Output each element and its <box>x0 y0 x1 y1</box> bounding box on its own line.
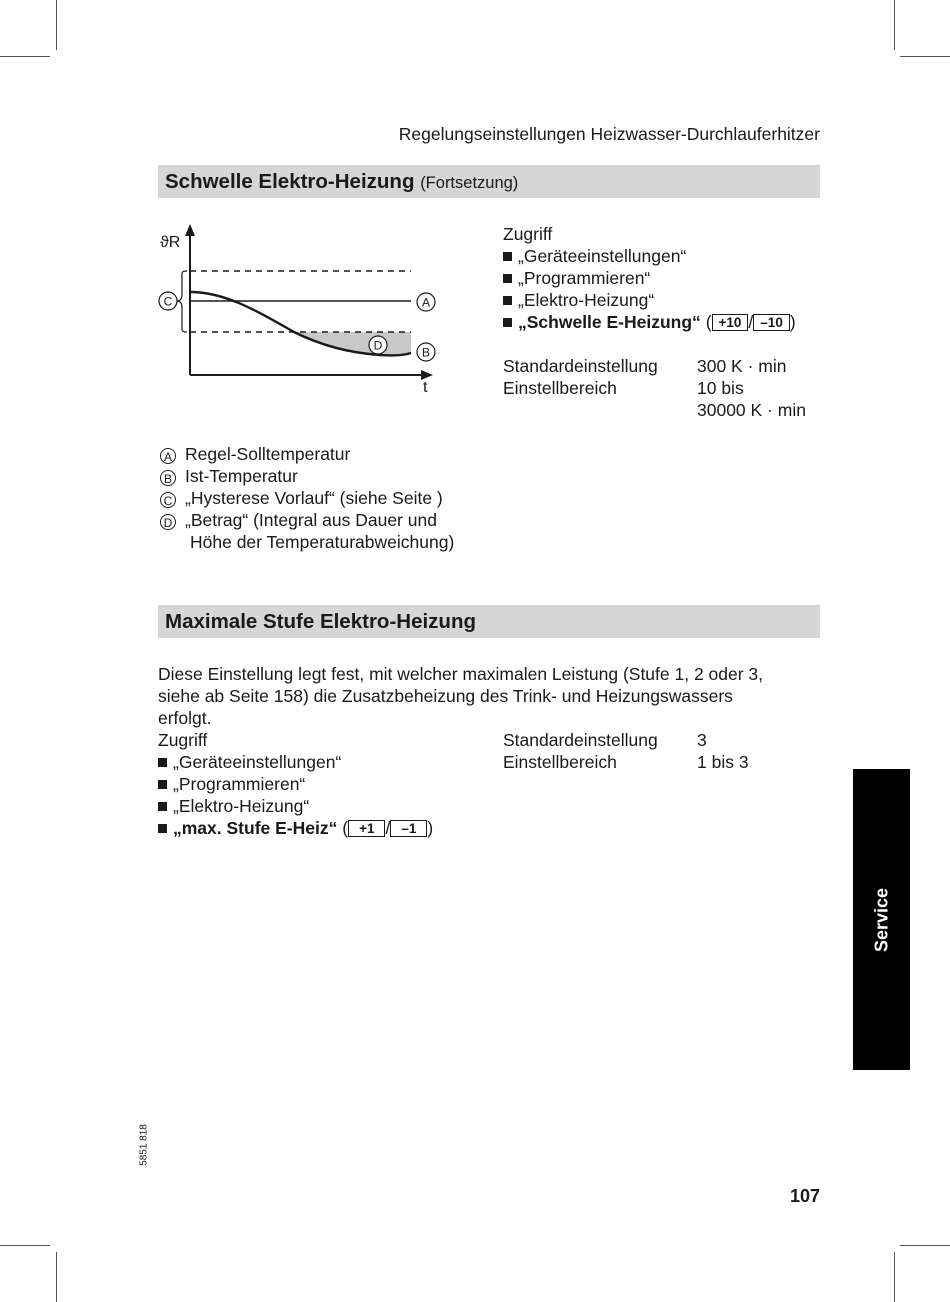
legend-marker: D <box>160 514 176 530</box>
slash: / <box>748 312 754 332</box>
key-plus-1: +1 <box>348 820 385 837</box>
bullet-icon <box>158 802 167 811</box>
paren-close: ) <box>789 312 796 332</box>
service-side-tab <box>853 769 910 1070</box>
bullet-icon <box>158 758 167 767</box>
section-title-suffix: (Fortsetzung) <box>420 174 519 192</box>
legend-text: Ist-Temperatur <box>185 466 298 486</box>
crop-mark-bottom-left-v <box>56 1252 57 1302</box>
access-item <box>503 267 650 289</box>
legend-marker: A <box>160 448 176 464</box>
access-item-text: „Geräteeinstellungen“ <box>173 752 342 772</box>
crop-mark-bottom-left-h <box>0 1245 50 1246</box>
access-item-final <box>158 817 433 839</box>
bullet-icon <box>503 296 512 305</box>
marker-b-label: B <box>421 345 431 360</box>
legend-item <box>160 443 350 465</box>
running-header: Regelungseinstellungen Heizwasser-Durchlauferhitzer <box>398 124 820 144</box>
crop-mark-top-right-h <box>900 56 950 57</box>
access-label: Zugriff <box>158 730 208 750</box>
paren-close: ) <box>427 818 434 838</box>
section-title: Maximale Stufe Elektro-Heizung <box>165 610 476 633</box>
section-title-bar <box>158 605 820 638</box>
access-item <box>158 751 341 773</box>
access-item <box>503 289 654 311</box>
x-axis-label: t <box>423 379 428 396</box>
access-label: Zugriff <box>503 224 553 244</box>
section-title-text: Schwelle Elektro-Heizung <box>165 170 415 193</box>
default-setting-label: Standardeinstellung <box>503 356 658 376</box>
access-item <box>503 245 686 267</box>
bullet-icon <box>503 252 512 261</box>
legend-item <box>160 509 437 531</box>
description-line: Diese Einstellung legt fest, mit welcher maximalen Leistung (Stufe 1, 2 oder 3, <box>158 664 764 684</box>
legend-text: „Betrag“ (Integral aus Dauer und <box>185 510 437 530</box>
y-axis-label: ϑR <box>160 234 181 251</box>
key-plus-10: +10 <box>712 314 749 331</box>
setting-range-label: Einstellbereich <box>503 752 617 772</box>
access-final-text: „Schwelle E-Heizung“ <box>518 312 701 332</box>
crop-mark-top-right-v <box>894 0 895 50</box>
access-item-text: „Programmieren“ <box>518 268 651 288</box>
setting-range-value-continued: 30000 K · min <box>697 400 806 420</box>
key-minus-1: –1 <box>390 820 427 837</box>
legend-text-continuation: Höhe der Temperaturabweichung) <box>190 532 455 552</box>
legend-marker: B <box>160 470 176 486</box>
legend-text: „Hysterese Vorlauf“ (siehe Seite ) <box>185 488 443 508</box>
marker-a-label: A <box>421 295 431 310</box>
paren-open: ( <box>342 818 349 838</box>
bullet-icon <box>503 274 512 283</box>
crop-mark-bottom-right-h <box>900 1245 950 1246</box>
access-item <box>158 773 305 795</box>
setting-range-value: 10 bis <box>697 378 744 398</box>
access-item-text: „Geräteeinstellungen“ <box>518 246 687 266</box>
crop-mark-bottom-right-v <box>894 1252 895 1302</box>
setting-range-label: Einstellbereich <box>503 378 617 398</box>
legend-text: Regel-Solltemperatur <box>185 444 351 464</box>
bullet-icon <box>158 824 167 833</box>
legend-marker: C <box>160 492 176 508</box>
access-item-text: „Elektro-Heizung“ <box>518 290 655 310</box>
access-item-text: „Elektro-Heizung“ <box>173 796 310 816</box>
paren-open: ( <box>705 312 712 332</box>
default-setting-value: 300 K · min <box>697 356 787 376</box>
crop-mark-top-left-v <box>56 0 57 50</box>
crop-mark-top-left-h <box>0 56 50 57</box>
setting-range-value: 1 bis 3 <box>697 752 749 772</box>
slash: / <box>385 818 391 838</box>
access-final-text: „max. Stufe E-Heiz“ <box>173 818 338 838</box>
access-item-final <box>503 311 796 333</box>
description-line: siehe ab Seite 158) die Zusatzbeheizung des Trink- und Heizungswassers <box>158 686 733 706</box>
default-setting-value: 3 <box>697 730 707 750</box>
service-tab-label: Service <box>871 887 891 952</box>
page-number: 107 <box>789 1186 820 1206</box>
legend-item <box>160 487 443 509</box>
description-line: erfolgt. <box>158 708 212 728</box>
bullet-icon <box>503 318 512 327</box>
document-number: 5851 818 <box>138 1124 150 1166</box>
hysteresis-diagram <box>155 222 445 397</box>
section-title-bar <box>158 165 820 198</box>
section-title <box>165 170 518 194</box>
hysteresis-brace <box>177 271 187 332</box>
legend-item <box>160 465 298 487</box>
marker-c-label: C <box>163 294 173 309</box>
y-axis-arrow <box>185 224 195 236</box>
marker-d-label: D <box>373 338 383 353</box>
bullet-icon <box>158 780 167 789</box>
default-setting-label: Standardeinstellung <box>503 730 658 750</box>
key-minus-10: –10 <box>753 314 790 331</box>
access-item-text: „Programmieren“ <box>173 774 306 794</box>
access-item <box>158 795 309 817</box>
